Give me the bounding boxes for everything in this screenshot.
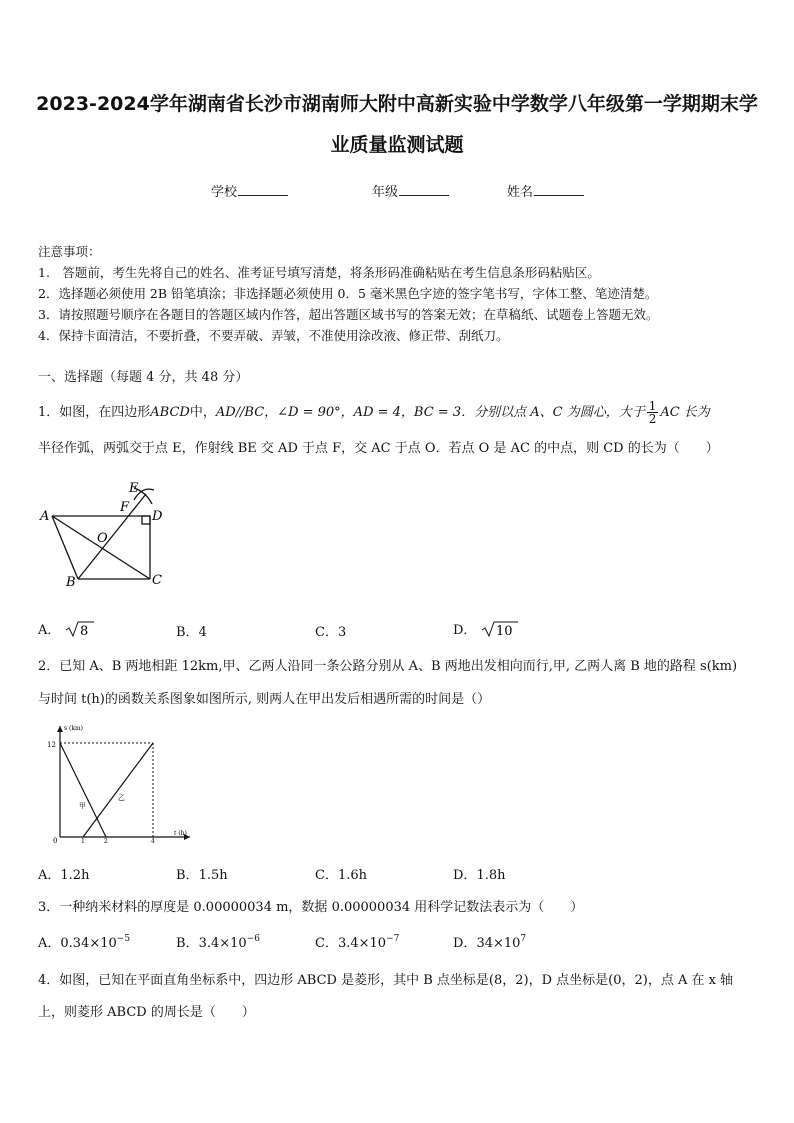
x-tick-label: 4 xyxy=(151,838,155,845)
name-field xyxy=(507,181,584,200)
option-letter: B． xyxy=(176,868,199,883)
option-value: 34×10 xyxy=(476,936,521,951)
q1-option-a[interactable] xyxy=(38,619,95,638)
label-f: F xyxy=(120,500,130,515)
sqrt-symbol xyxy=(65,620,95,638)
school-label: 学校 xyxy=(211,185,238,200)
q2-option-c[interactable] xyxy=(315,864,367,883)
school-field xyxy=(211,181,288,200)
section-heading: 一、选择题（每题 4 分，共 48 分） xyxy=(38,370,249,385)
name-label: 姓名 xyxy=(507,185,534,200)
x-tick-label: 1 xyxy=(81,838,85,845)
option-letter: A． xyxy=(38,868,61,883)
question-4-line-1: 4．如图，已知在平面直角坐标系中，四边形 ABCD 是菱形，其中 B 点坐标是(8，2)，D 点坐标是(0，2)，点 A 在 x 轴 xyxy=(38,973,734,988)
option-exponent: −6 xyxy=(246,934,260,944)
notice-item: 3．请按照题号顺序在各题目的答题区域内作答，超出答题区域书写的答案无效；在草稿纸、试题卷上答题无效。 xyxy=(38,307,659,322)
option-exponent: −7 xyxy=(386,934,400,944)
q1-option-c[interactable] xyxy=(315,621,346,640)
option-letter: B． xyxy=(176,936,199,951)
option-value: 1.8h xyxy=(476,868,506,883)
q1-option-d[interactable] xyxy=(453,619,519,638)
q1-text: AD//BC，∠D = 90°，AD = 4，BC = 3．分别以点 A、C 为圆心，大于 xyxy=(215,405,645,420)
grade-field xyxy=(372,181,449,200)
page-title-line-1: 2023-2024学年湖南省长沙市湖南师大附中高新实验中学数学八年级第一学期期末学 xyxy=(36,93,758,115)
notice-heading: 注意事项： xyxy=(38,244,101,259)
question-2-line-2: 与时间 t(h)的函数关系图象如图所示, 则两人在甲出发后相遇所需的时间是（） xyxy=(38,692,491,707)
q1-text: ABCD xyxy=(150,405,190,420)
option-letter: A． xyxy=(38,936,61,951)
option-value: 3.4×10 xyxy=(337,936,387,951)
name-blank[interactable] xyxy=(534,183,584,196)
option-letter: C． xyxy=(315,868,338,883)
notice-item: 1. 答题前，考生先将自己的姓名、准考证号填写清楚，将条形码准确粘贴在考生信息条形码粘贴区。 xyxy=(38,265,600,280)
quadrilateral-figure xyxy=(30,478,170,590)
option-letter: D． xyxy=(453,936,477,951)
q1-text: 1．如图，在四边形 xyxy=(38,405,151,420)
option-value: 0.34×10 xyxy=(60,936,117,951)
q1-text: AC 长为 xyxy=(660,405,710,420)
question-4-line-2: 上，则菱形 ABCD 的周长是（ ） xyxy=(38,1005,255,1020)
q1-text: 中， xyxy=(189,405,216,420)
grade-blank[interactable] xyxy=(399,183,449,196)
option-value: 3.4×10 xyxy=(198,936,247,951)
option-value: 10 xyxy=(495,624,513,638)
label-a: A xyxy=(40,509,50,524)
y-tick-label: 12 xyxy=(47,741,56,749)
x-tick-label: 2 xyxy=(104,838,108,845)
label-c: C xyxy=(152,573,162,588)
question-3-line-1: 3．一种纳米材料的厚度是 0.00000034 m，数据 0.00000034 用科学记数法表示为（ ） xyxy=(38,900,584,915)
q1-option-b[interactable] xyxy=(176,621,207,640)
option-exponent: 7 xyxy=(520,934,527,944)
option-value: 8 xyxy=(79,624,88,638)
label-d: D xyxy=(152,509,163,524)
q2-option-b[interactable] xyxy=(176,864,228,883)
option-letter: A． xyxy=(38,623,61,638)
label-o: O xyxy=(97,531,108,546)
option-letter: C． xyxy=(315,625,338,640)
option-value: 4 xyxy=(198,625,207,640)
q2-option-a[interactable] xyxy=(38,864,89,883)
q3-option-d[interactable] xyxy=(453,932,526,951)
x-axis-label: t (h) xyxy=(174,830,187,837)
option-value: 1.2h xyxy=(60,868,90,883)
option-letter: B． xyxy=(176,625,199,640)
fraction-denominator: 2 xyxy=(648,412,657,426)
series-label-jia: 甲 xyxy=(79,802,86,810)
option-letter: C． xyxy=(315,936,338,951)
fraction-numerator: 1 xyxy=(648,399,657,413)
question-1-line-2: 半径作弧，两弧交于点 E，作射线 BE 交 AD 于点 F，交 AC 于点 O．若点 O 是 AC 的中点，则 CD 的长为（ ） xyxy=(38,441,719,456)
fraction xyxy=(647,400,659,425)
notice-item: 4．保持卡面清洁，不要折叠，不要弄破、弄皱，不准使用涂改液、修正带、刮纸刀。 xyxy=(38,328,509,343)
label-e: E xyxy=(129,481,139,496)
q3-option-c[interactable] xyxy=(315,932,399,951)
label-b: B xyxy=(66,575,76,590)
q3-option-b[interactable] xyxy=(176,932,260,951)
sqrt-symbol xyxy=(481,620,519,638)
grade-label: 年级 xyxy=(372,185,399,200)
y-axis-label: s (km) xyxy=(64,725,83,732)
option-value: 3 xyxy=(337,625,347,640)
option-value: 1.6h xyxy=(337,868,367,883)
school-blank[interactable] xyxy=(238,183,288,196)
option-value: 1.5h xyxy=(198,868,228,883)
q3-option-a[interactable] xyxy=(38,932,130,951)
distance-time-graph xyxy=(40,720,200,846)
option-letter: D． xyxy=(453,868,477,883)
notice-item: 2．选择题必须使用 2B 铅笔填涂；非选择题必须使用 0．5 毫米黑色字迹的签字笔书写，字体工整、笔迹清楚。 xyxy=(38,286,658,301)
question-2-line-1: 2．已知 A、B 两地相距 12km,甲、乙两人沿同一条公路分别从 A、B 两地出发相向而行,甲, 乙两人离 B 地的路程 s(km) xyxy=(38,659,738,674)
page-title-line-2: 业质量监测试题 xyxy=(330,134,464,156)
q2-option-d[interactable] xyxy=(453,864,505,883)
option-letter: D． xyxy=(453,623,477,638)
series-label-yi: 乙 xyxy=(118,794,125,802)
origin-label: 0 xyxy=(53,837,58,845)
option-exponent: −5 xyxy=(116,934,131,944)
question-1-line-1 xyxy=(38,400,710,425)
